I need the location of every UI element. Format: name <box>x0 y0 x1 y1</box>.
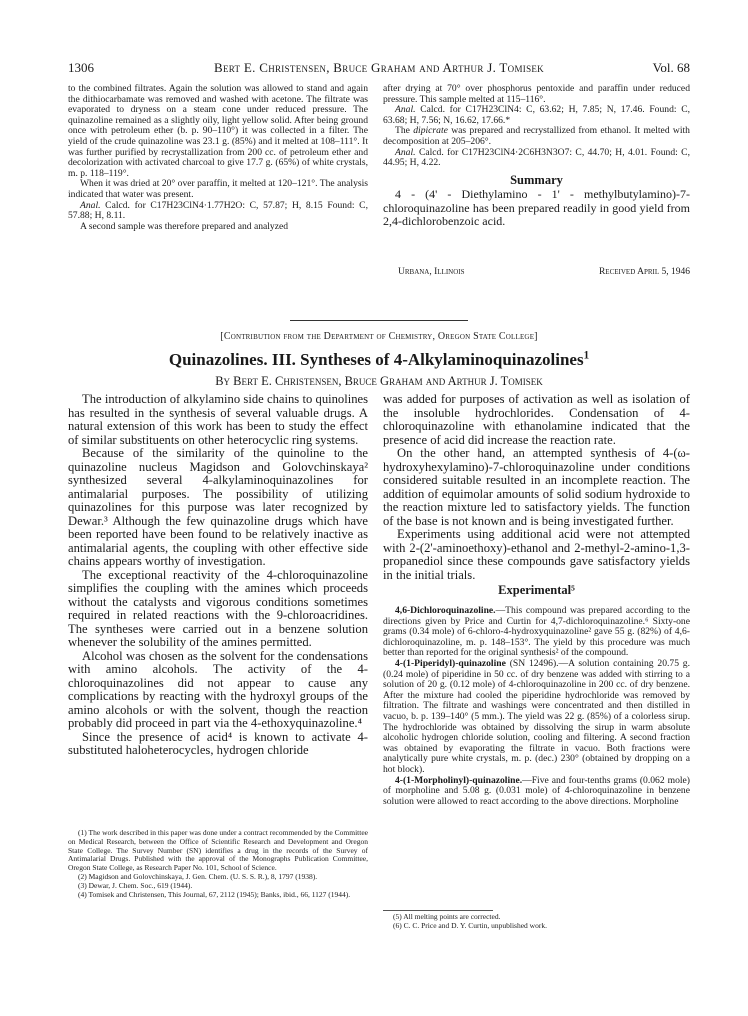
location: Urbana, Illinois <box>398 267 465 277</box>
footnote: (6) C. C. Price and D. Y. Curtin, unpublished work. <box>393 920 547 930</box>
experimental-paragraph <box>383 776 690 808</box>
body-paragraph: The introduction of alkylamino side chains to quinolines has resulted in the synthesis of several valuable drugs. A natural extension of this work has been to study the effect of similar substituents on other heterocyclic ring systems. <box>68 392 368 447</box>
text-run: The <box>395 125 410 137</box>
previous-article-right-column <box>383 84 690 229</box>
footnote: (4) Tomisek and Christensen, This Journal, 67, 2112 (1945); Banks, ibid., 66, 1127 (1944). <box>78 889 351 899</box>
experimental-section <box>383 606 690 807</box>
section-divider <box>290 320 468 321</box>
prev-paragraph: A second sample was therefore prepared and analyzed <box>80 220 289 232</box>
right-body-column <box>383 393 690 600</box>
article-title <box>68 350 690 370</box>
footnote: (5) All melting points are corrected. <box>393 912 501 921</box>
text-run: was prepared and recrystallized from ethanol. It melted with decomposition at 205–206°. <box>383 125 690 147</box>
footnote-rule <box>383 910 493 911</box>
body-paragraph: Because of the similarity of the quinoline to the quinazoline nucleus Magidson and Golovchinskaya² synthesized several 4-alkylaminoquinazolines for antimalarial purposes. The possibility of utilizing quinazolines for this purpose was later recognized by Dewar.³ Although the few quinazoline drugs which have been reported have been found to be relatively inactive as antimalarial agents, the coupling with other effective side chains appears worthy of investigation. <box>68 446 368 568</box>
running-header <box>68 60 690 78</box>
received-date: Received April 5, 1946 <box>598 267 690 277</box>
anal-label: Anal. <box>80 199 101 211</box>
body-paragraph: Since the presence of acid⁴ is known to activate 4-substituted haloheterocycles, hydrogen chloride <box>68 729 368 757</box>
prev-analysis <box>383 148 690 169</box>
footnotes-left <box>68 829 368 899</box>
previous-article-left-column <box>68 84 368 232</box>
body-paragraph: Alcohol was chosen as the solvent for the condensations with amino alcohols. The activity of the 4-chloroquinazolines did not appear to cause any complications by reacting with the hydroxyl groups of the amino alcohols or with the solvent, though the reaction probably did proceed in part via the 4-ethoxyquinazoline.⁴ <box>68 648 368 730</box>
compound-name: 4-(1-Morpholinyl)-quinazoline. <box>395 774 523 786</box>
body-paragraph: The exceptional reactivity of the 4-chloroquinazoline simplifies the coupling with the amines which proceeds without the catalysts and vigorous conditions sometimes required in related reactions with the 9-chloroacridines. The syntheses were carried out in a benzene solution whenever the solubility of the amines permitted. <box>68 567 368 649</box>
title-text: Quinazolines. III. Syntheses of 4-Alkylaminoquinazolines <box>168 350 584 369</box>
left-body-column <box>68 393 368 758</box>
body-paragraph: Experiments using additional acid were not attempted with 2-(2'-aminoethoxy)-ethanol and 2-methyl-2-amino-1,3-propanediol since these compounds gave satisfactory yields in the initial trials. <box>383 527 690 582</box>
body-paragraph: On the other hand, an attempted synthesis of 4-(ω-hydroxyhexylamino)-7-chloroquinazoline under conditions considered suitable resulted in an incomplete reaction. The addition of equimolar amounts of solid sodium hydroxide to the reaction mixture led to satisfactory yields. The function of the base is not known and is being investigated further. <box>383 446 690 528</box>
prev-paragraph: after drying at 70° over phosphorus pentoxide and paraffin under reduced pressure. This sample melted at 115–116°. <box>383 83 690 105</box>
anal-label: Anal. <box>395 146 416 158</box>
prev-paragraph: When it was dried at 20° over paraffin, it melted at 120–121°. The analysis indicated that water was present. <box>68 178 368 200</box>
experimental-heading: Experimental⁵ <box>498 583 575 597</box>
compound-name: 4-(1-Piperidyl)-quinazoline <box>395 657 506 669</box>
contribution-line: [Contribution from the Department of Chemistry, Oregon State College] <box>220 331 538 342</box>
anal-text: Calcd. for C17H23ClN4·1.77H2O: C, 57.87; H, 8.15 Found: C, 57.88; H, 8.11. <box>68 199 368 222</box>
experimental-paragraph <box>383 659 690 776</box>
summary-heading: Summary <box>510 172 563 187</box>
prev-analysis <box>68 201 368 222</box>
procedure-text: —This compound was prepared according to the directions given by Price and Curtin for 4,7-dichloroquinazoline.⁶ Sixty-one grams (0.34 mole) of 6-chloro-4-hydroxyquinazoline² gave 55 g. (82%) of 4,6-dichloroquinazoline, m. p. 148–153°. The yield by this procedure was much better than reported for the original synthesis² of the compound. <box>383 605 690 659</box>
footnote: (3) Dewar, J. Chem. Soc., 619 (1944). <box>78 880 193 890</box>
footnotes-right <box>383 913 690 931</box>
anal-text: Calcd. for C17H23ClN4·2C6H3N3O7: C, 44.70; H, 4.01. Found: C, 44.95; H, 4.22. <box>383 146 690 169</box>
volume-number: Vol. 68 <box>652 60 690 75</box>
article-byline: By Bert E. Christensen, Bruce Graham and Arthur J. Tomisek <box>215 374 543 388</box>
page-number: 1306 <box>68 60 94 75</box>
title-footnote-mark: 1 <box>583 349 590 362</box>
italic-term: dipicrate <box>413 125 448 137</box>
footnote: (1) The work described in this paper was done under a contract recommended by the Committee on Medical Research, between the Office of Scientific Research and Development and Oregon State College. The Survey Number (SN) identifies a drug in the records of the Survey of Antimalarial Drugs. Published with the approval of the Monographs Publication Committee, Oregon State College, as Research Paper No. 101, School of Science. <box>68 828 368 873</box>
prev-paragraph: to the combined filtrates. Again the solution was allowed to stand and again the dithiocarbamate was removed and washed with acetone. The filtrate was evaporated to dryness on a steam cone under reduced pressure. The quinazoline remained as a slightly oily, light yellow solid. After being ground once with petroleum ether (b. p. 90–110°) it was collected in a filter. The yield of the crude quinazoline was 23.1 g. (85%) and it melted at 108–111°. It was further purified by recrystallization from 200 cc. of petroleum ether and decolorization with activated charcoal to give 17.7 g. (65%) of white crystals, m. p. 118–119°. <box>68 83 368 179</box>
anal-label: Anal. <box>395 104 416 116</box>
header-authors: Bert E. Christensen, Bruce Graham and Arthur J. Tomisek <box>214 60 544 75</box>
footnote: (2) Magidson and Golovchinskaya, J. Gen. Chem. (U. S. S. R.), 8, 1797 (1938). <box>78 871 318 881</box>
anal-text: Calcd. for C17H23ClN4: C, 63.62; H, 7.85; N, 17.46. Found: C, 63.68; H, 7.56; N, 16.62, 17.66.* <box>383 104 691 126</box>
body-paragraph: was added for purposes of activation as well as isolation of the insoluble hydrochlorides. Condensation of 4-chloroquinazoline with ethanolamine indicated that the presence of acid did increase the reaction rate. <box>383 392 690 447</box>
procedure-text: (SN 12496).—A solution containing 20.75 g. (0.24 mole) of piperidine in 50 cc. of dry benzene was added with stirring to a solution of 20 g. (0.12 mole) of 4-chloroquinazoline in 200 cc. of dry benzene. After the mixture had cooled the piperidine hydrochloride was removed by filtration. The filtrate and washings were concentrated and then distilled in vacuo, b. p. 139–140° (5 mm.). The yield was 22 g. (85%) of a colorless sirup. The hydrochloride was obtained by dissolving the sirup in warm absolute alcoholic hydrogen chloride solution, cooling and filtering. A second fraction was obtained by evaporating the filtrate in vacuo. Both fractions were analytically pure white crystals, m. p. (dec.) 230° (obtained by dropping on a hot block). <box>383 657 691 775</box>
prev-paragraph <box>383 126 690 147</box>
compound-name: 4,6-Dichloroquinazoline. <box>395 605 496 616</box>
experimental-paragraph <box>383 606 690 659</box>
procedure-text: —Five and four-tenths grams (0.062 mole) of morpholine and 5.08 g. (0.031 mole) of 4-chloroquinazoline in benzene solution were allowed to react according to the above directions. Morpholine <box>383 774 690 807</box>
summary-text: 4 - (4' - Diethylamino - 1' - methylbutylamino)-7-chloroquinazoline has been prepared readily in good yield from 2,4-dichlorobenzoic acid. <box>383 187 690 229</box>
prev-analysis <box>383 105 690 126</box>
